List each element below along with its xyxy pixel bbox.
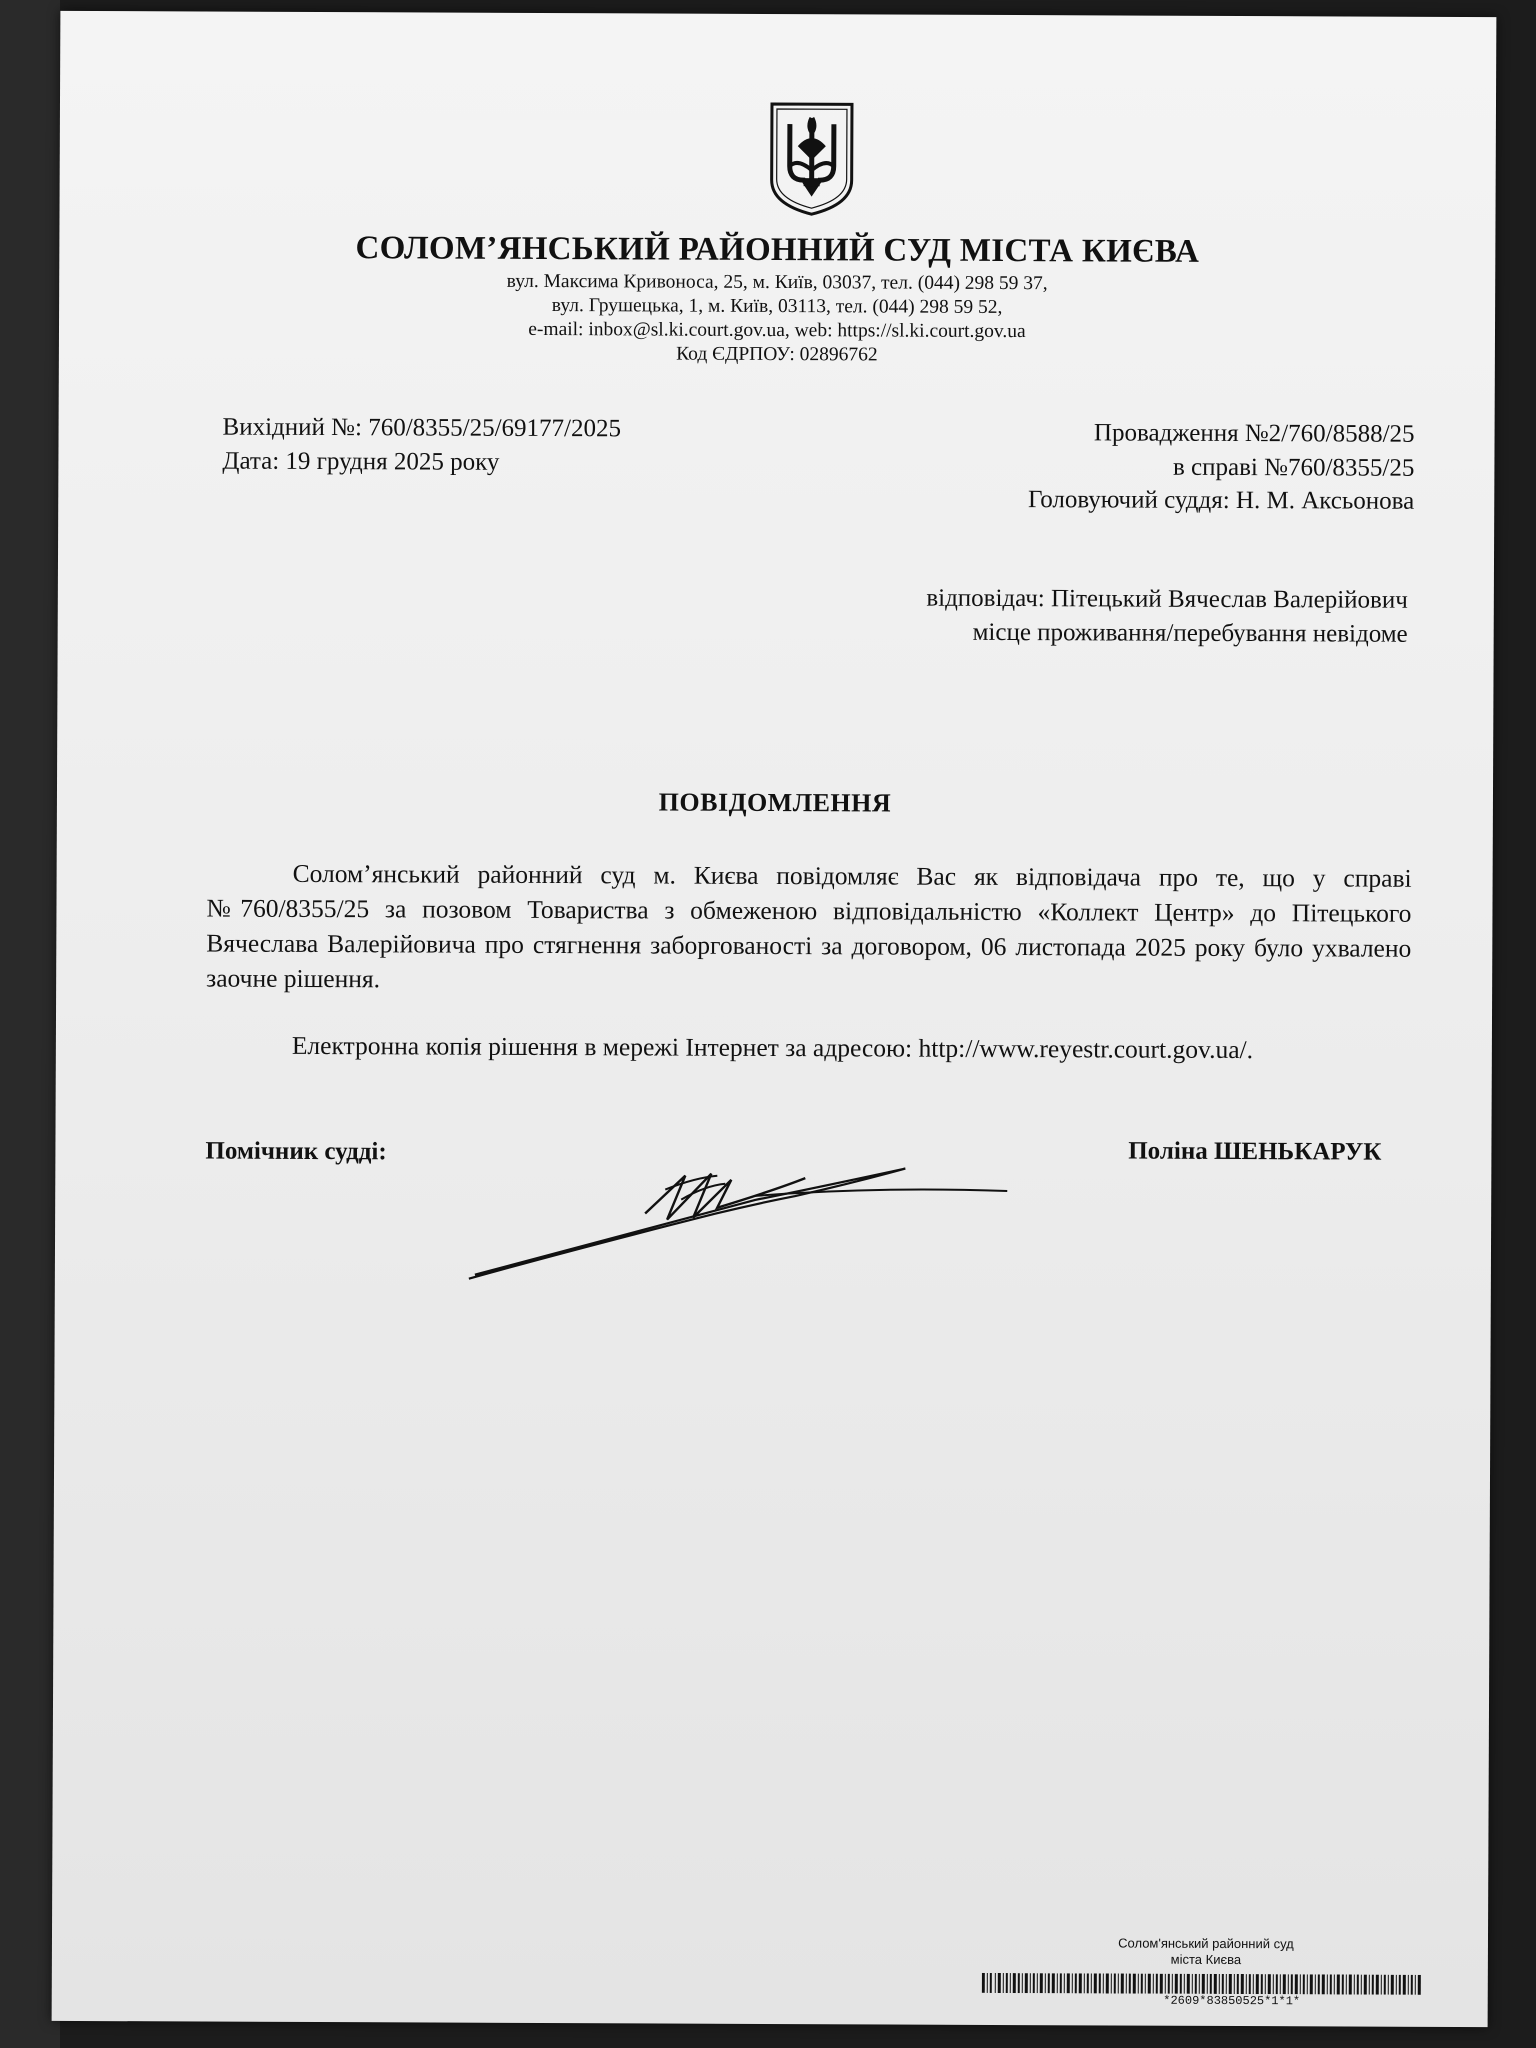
signer-name: Поліна ШЕНЬКАРУК <box>1128 1137 1382 1166</box>
address-line: вул. Максима Кривоноса, 25, м. Київ, 03037, тел. (044) 298 59 37, <box>506 270 1048 295</box>
recipient-address: місце проживання/перебування невідоме <box>972 618 1408 648</box>
barcode-icon <box>982 1973 1422 1995</box>
court-stamp-label <box>1086 1935 1326 1968</box>
stamp-line: Солом'янський районний суд <box>1118 1935 1294 1952</box>
court-name: СОЛОМ’ЯНСЬКИЙ РАЙОННИЙ СУД МІСТА КИЄВА <box>355 230 1200 270</box>
address-line: вул. Грушецька, 1, м. Київ, 03113, тел. (044) 298 59 52, <box>551 295 1003 318</box>
contact-line: e-mail: inbox@sl.ki.court.gov.ua, web: https://sl.ki.court.gov.ua <box>528 318 1026 343</box>
registry-link-line: Електронна копія рішення в мережі Інтернет за адресою: http://www.reyestr.court.gov.ua/. <box>291 1030 1254 1065</box>
proceeding-number: Провадження №2/760/8588/25 <box>1093 419 1415 448</box>
stamp-line: міста Києва <box>1170 1951 1242 1968</box>
document-page <box>52 11 1497 2027</box>
barcode-number: *2609*83850525*1*1* <box>1163 1993 1301 2009</box>
document-date: Дата: 19 грудня 2025 року <box>222 447 500 476</box>
edrpou-code: Код ЄДРПОУ: 02896762 <box>676 343 878 366</box>
case-number: в справі №760/8355/25 <box>1172 453 1415 482</box>
handwritten-signature <box>455 1133 1016 1295</box>
notice-heading: ПОВІДОМЛЕННЯ <box>658 787 892 818</box>
outgoing-number: Вихідний №: 760/8355/25/69177/2025 <box>222 413 622 443</box>
recipient-name: відповідач: Пітецький Вячеслав Валерійович <box>926 584 1408 614</box>
signer-role: Помічник судді: <box>205 1137 387 1166</box>
notice-body: Солом’янський районний суд м. Києва повідомляє Вас як відповідача про те, що у справі №760/8355/25 за позовом Товариства з обмеженою відповідальністю «Коллект Центр» до Пітецького Вячеслава Валерійовича про стягнення заборгованості за договором, 06 листопада 2025 року було ухвалено заочне рішення. <box>206 858 1412 994</box>
presiding-judge: Головуючий суддя: Н. М. Аксьонова <box>1027 486 1415 515</box>
trident-coat-of-arms-icon <box>767 100 856 218</box>
background-edge <box>0 0 60 2048</box>
